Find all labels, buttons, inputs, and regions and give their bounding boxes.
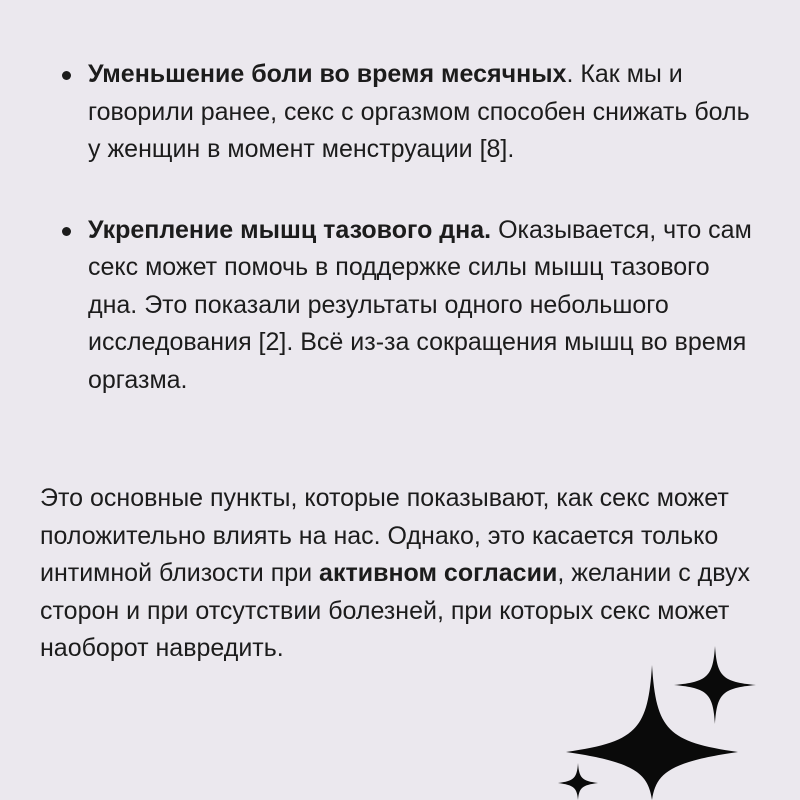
large-star-icon <box>566 665 738 800</box>
bullet-heading: Уменьшение боли во время месячных <box>88 60 567 88</box>
bullet-text: Оказывается, что сам секс может помочь в поддержке силы мышц тазового дна. Это показали результаты одного небольшого исследования [2]. Всё из-за сокращения мышц во время оргазма. <box>88 215 752 394</box>
bullet-list <box>60 56 760 442</box>
paragraph-text-end: , желании с двух сторон и при отсутствии болезней, при которых секс может наоборот навредить. <box>40 559 750 662</box>
summary-paragraph <box>40 480 780 668</box>
bullet-text: . Как мы и говорили ранее, секс с оргазмом способен снижать боль у женщин в момент менструации [8]. <box>88 60 750 163</box>
paragraph-text: Это основные пункты, которые показывают, как секс может положительно влиять на нас. Однако, это касается только интимной близости при <box>40 484 729 587</box>
bullet-item-period-pain <box>60 56 760 169</box>
bullet-item-pelvic-floor <box>60 212 760 400</box>
small-star-icon-bottom <box>558 763 598 800</box>
bullet-heading: Укрепление мышц тазового дна. <box>88 215 492 244</box>
paragraph-bold: активном согласии <box>319 559 558 587</box>
